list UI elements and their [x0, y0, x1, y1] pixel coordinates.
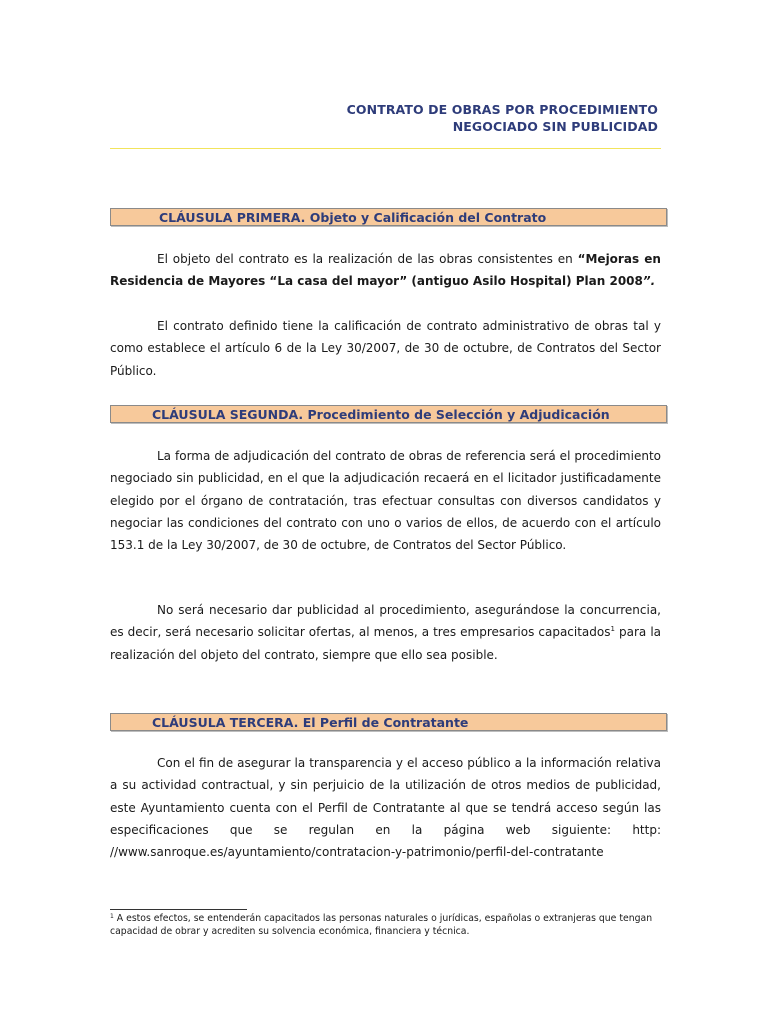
- footnote-reference: 1: [610, 625, 615, 634]
- footnote-marker: 1: [110, 913, 114, 920]
- clause-1-heading: [110, 208, 667, 226]
- clause-2-heading: [110, 405, 667, 423]
- clause-1-paragraph-1: El objeto del contrato es la realización de las obras consistentes en “Mejoras en Residencia de Mayores “La casa del mayor” (antiguo Asilo Hospital) Plan 2008”.: [110, 252, 661, 289]
- footnote-text: A estos efectos, se entenderán capacitados las personas naturales o jurídicas, españolas o extranjeras que tengan capacidad de obrar y acrediten su solvencia económica, financiera y técnica.: [110, 913, 653, 937]
- clause-2-paragraph-2: No será necesario dar publicidad al procedimiento, asegurándose la concurrencia, es decir, será necesario solicitar ofertas, al menos, a tres empresarios capacitados$^1$ para la realización del objeto del contrato, siempre que ello sea posible.: [110, 603, 662, 662]
- project-name: “Mejoras en Residencia de Mayores “La casa del mayor” (antiguo Asilo Hospital) Plan 2008”.: [110, 252, 661, 289]
- clause-3-heading-text: CLÁUSULA TERCERA. El Perfil de Contratante: [152, 715, 469, 730]
- clause-2-heading-text: CLÁUSULA SEGUNDA. Procedimiento de Selección y Adjudicación: [152, 407, 610, 422]
- header-divider: [110, 148, 661, 149]
- clause-1-paragraph-2: El contrato definido tiene la calificación de contrato administrativo de obras tal y como establece el artículo 6 de la Ley 30/2007, de 30 de octubre, de Contratos del Sector Público.: [110, 319, 661, 378]
- clause-2-paragraph-1: La forma de adjudicación del contrato de obras de referencia será el procedimiento negociado sin publicidad, en el que la adjudicación recaerá en el licitador justificadamente elegido por el órgano de contratación, tras efectuar consultas con diversos candidatos y negociar las condiciones del contrato con uno o varios de ellos, de acuerdo con el artículo 153.1 de la Ley 30/2007, de 30 de octubre, de Contratos del Sector Público.: [110, 449, 661, 553]
- document-title-line-2: NEGOCIADO SIN PUBLICIDAD: [452, 119, 658, 134]
- footnote-divider: [110, 909, 247, 910]
- clause-1-heading-text: CLÁUSULA PRIMERA. Objeto y Calificación del Contrato: [159, 210, 547, 225]
- document-title-line-1: CONTRATO DE OBRAS POR PROCEDIMIENTO: [346, 102, 658, 117]
- footnote: [110, 912, 665, 938]
- clause-3-heading: [110, 713, 667, 731]
- clause-3-paragraph-1: Con el fin de asegurar la transparencia y el acceso público a la información relativa a su actividad contractual, y sin perjuicio de la utilización de otros medios de publicidad, este Ayuntamiento cuenta con el Perfil de Contratante al que se tendrá acceso según las especificaciones que se regulan en la página web siguiente: http: //www.sanroque.es/ayuntamiento/contratacion-y-patrimonio/perfil-del-contratante: [110, 756, 661, 860]
- document-title: [238, 101, 658, 135]
